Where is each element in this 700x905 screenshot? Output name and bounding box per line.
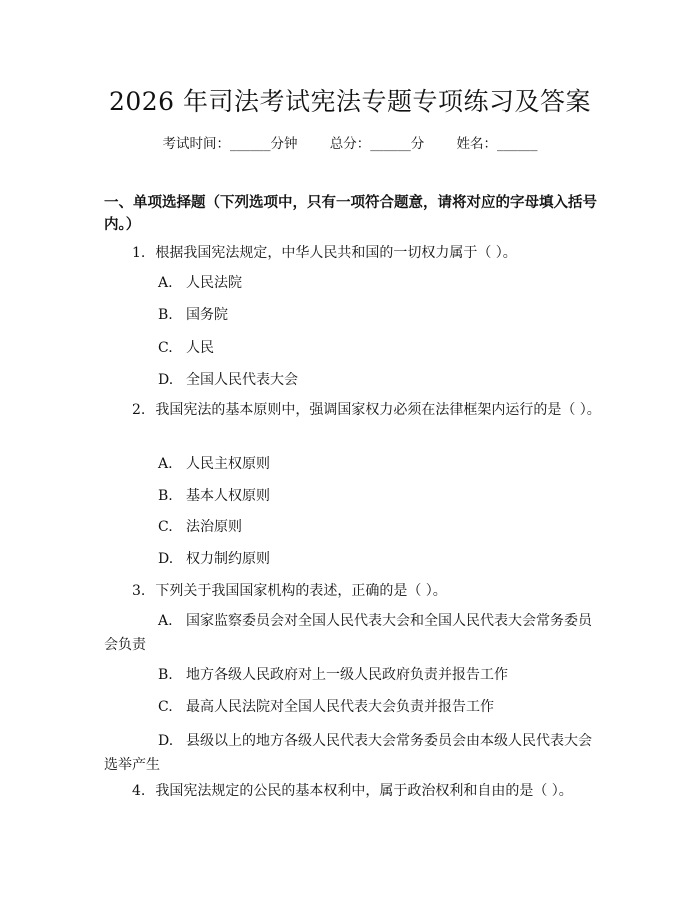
exam-time-field [162,136,297,152]
option-text: 全国人民代表大会 [186,372,298,388]
option-letter: A. [158,613,173,629]
exam-time-label: 考试时间： [162,136,230,152]
option-letter: D. [158,372,174,388]
option-letter: C. [158,340,173,356]
option-letter: A. [158,275,173,291]
option-text: 人民主权原则 [186,456,270,472]
question-3-option-c [104,695,604,720]
question-1 [104,241,604,265]
option-letter: A. [158,456,173,472]
question-2-option-a [104,452,604,477]
question-text: 根据我国宪法规定，中华人民共和国的一切权力属于（ ）。 [155,245,517,261]
question-2-option-b [104,484,604,509]
option-text: 人民 [186,340,214,356]
option-text: 法治原则 [186,519,242,535]
option-letter: C. [158,519,173,535]
option-text: 人民法院 [186,275,242,291]
section-heading: 一、单项选择题（下列选项中，只有一项符合题意，请将对应的字母填入括号内。） [104,195,597,233]
question-1-option-b [104,303,604,328]
student-name-field [457,136,538,152]
option-letter: B. [158,667,173,683]
option-text: 最高人民法院对全国人民代表大会负责并报告工作 [186,699,494,715]
total-score-label: 总分： [329,136,371,152]
option-letter: D. [158,551,174,567]
exam-time-blank: ______ [229,136,271,152]
option-letter: B. [158,307,173,323]
question-1-option-c [104,336,604,361]
option-text: 基本人权原则 [186,488,270,504]
question-3 [104,579,604,603]
option-text: 县级以上的地方各级人民代表大会常务委员会由本级人民代表大会选举产生 [104,733,592,773]
question-3-option-b [104,663,604,688]
question-3-option-a [104,609,604,657]
document-title: 2026 年司法考试宪法专题专项练习及答案 [108,87,592,116]
total-score-field [330,136,425,152]
question-1-option-d [104,368,604,393]
total-score-blank: ______ [370,136,411,152]
exam-time-unit: 分钟 [270,136,298,152]
student-name-blank: ______ [497,136,538,152]
question-text: 我国宪法的基本原则中，强调国家权力必须在法律框架内运行的是（ ）。 [155,402,601,418]
question-text: 我国宪法规定的公民的基本权利中，属于政治权利和自由的是（ ）。 [155,783,573,799]
question-number: 1. [132,245,146,261]
question-text: 下列关于我国国家机构的表述，正确的是（ ）。 [155,583,447,599]
option-letter: B. [158,488,173,504]
question-number: 4. [132,783,146,799]
question-2-option-c [104,515,604,540]
question-2 [104,398,604,422]
question-number: 3. [132,583,146,599]
total-score-unit: 分 [410,136,425,152]
exam-info-line [0,132,700,152]
question-number: 2. [132,402,146,418]
question-3-option-d [104,729,604,777]
option-letter: C. [158,699,173,715]
option-text: 国家监察委员会对全国人民代表大会和全国人民代表大会常务委员会负责 [104,613,592,653]
student-name-label: 姓名： [456,136,498,152]
option-text: 地方各级人民政府对上一级人民政府负责并报告工作 [186,667,508,683]
question-4 [104,779,604,803]
option-letter: D. [158,733,174,749]
question-2-option-d [104,547,604,572]
option-text: 国务院 [186,307,228,323]
question-1-option-a [104,271,604,296]
option-text: 权力制约原则 [186,551,270,567]
